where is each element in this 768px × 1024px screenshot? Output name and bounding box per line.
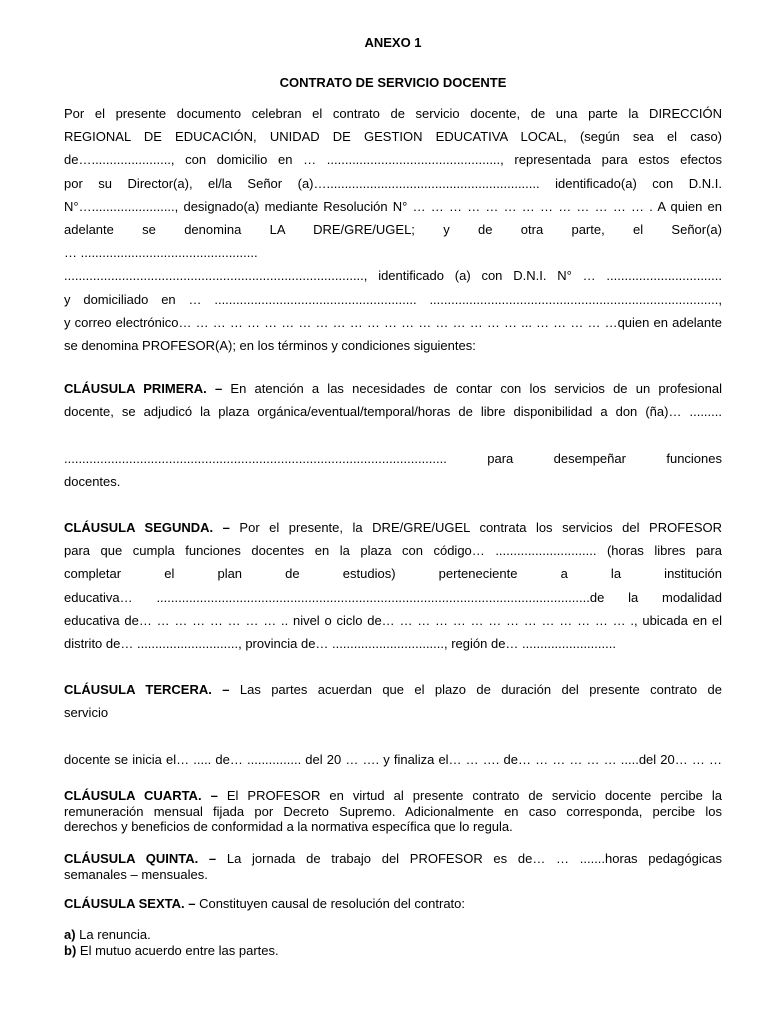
clause-segunda xyxy=(64,516,722,655)
clause-line: remuneración mensual fijada por Decreto Supremo. Adicionalmente en caso corresponda, percibe los xyxy=(64,803,722,819)
clause-heading: CLÁUSULA SEXTA. – xyxy=(64,896,196,911)
clause-sexta xyxy=(64,896,722,912)
clause-line: educativa… ........................................................................................................................de la modalidad xyxy=(64,589,722,605)
clause-text: En atención a las necesidades de contar con los servicios de un profesional xyxy=(222,381,722,396)
clause-heading: CLÁUSULA PRIMERA. – xyxy=(64,381,223,396)
clause-text: Las partes acuerdan que el plazo de duración del presente contrato de xyxy=(229,682,722,697)
clause-line: .......................................................................................................... para desempeñar funciones xyxy=(64,450,722,466)
clause-line: docente, se adjudicó la plaza orgánica/eventual/temporal/horas de libre disponibilidad a don (ña)… ......... xyxy=(64,404,722,420)
clause-quinta xyxy=(64,851,722,882)
clause-text: Constituyen causal de resolución del contrato: xyxy=(195,896,466,911)
list-item xyxy=(64,943,722,959)
intro-line: N°…......................., designado(a) mediante Resolución N° … … … … … … … … … … … … … . A quien en xyxy=(64,198,722,214)
intro-line: se denomina PROFESOR(A); en los términos y condiciones siguientes: xyxy=(64,338,476,354)
clause-line: educativa de… … … … … … … … .. nivel o ciclo de… … … … … … … … … … … … … … ., ubicada en el xyxy=(64,612,722,628)
list-item-letter: a) xyxy=(64,927,76,942)
clause-line: semanales – mensuales. xyxy=(64,866,208,882)
clause-line: para que cumpla funciones docentes en la plaza con código… ............................ (horas libres para xyxy=(64,543,722,559)
intro-paragraph xyxy=(64,102,722,357)
clause-heading: CLÁUSULA TERCERA. – xyxy=(64,682,230,697)
clause-heading: CLÁUSULA CUARTA. – xyxy=(64,788,218,803)
list-item-text: La renuncia. xyxy=(75,927,151,942)
clause-heading: CLÁUSULA QUINTA. – xyxy=(64,851,217,866)
clause-line: servicio xyxy=(64,705,109,721)
intro-line: Por el presente documento celebran el contrato de servicio docente, de una parte la DIRECCIÓN xyxy=(64,106,722,121)
contract-title: CONTRATO DE SERVICIO DOCENTE xyxy=(279,75,507,90)
clause-line: derechos y beneficios de conformidad a la normativa específica que lo regula. xyxy=(64,819,513,835)
list-item-letter: b) xyxy=(64,942,77,958)
clause-text: Por el presente, la DRE/GRE/UGEL contrata los servicios del PROFESOR xyxy=(229,520,722,535)
clause-primera xyxy=(64,377,722,493)
clause-text: El PROFESOR en virtud al presente contrato de servicio docente percibe la xyxy=(217,788,722,803)
clause-line: distrito de… ............................, provincia de… ..............................., región de… .......................... xyxy=(64,636,616,652)
clause-line: docentes. xyxy=(64,473,121,489)
clause-tercera xyxy=(64,678,722,771)
intro-line: REGIONAL DE EDUCACIÓN, UNIDAD DE GESTION EDUCATIVA LOCAL, (según sea el caso) xyxy=(64,129,722,145)
intro-line: ..................................................................................., identificado (a) con D.N.I. N° … ................................ xyxy=(64,268,722,284)
causes-list xyxy=(64,927,722,958)
clause-heading: CLÁUSULA SEGUNDA. – xyxy=(64,520,230,535)
intro-line: … ................................................. xyxy=(64,245,258,261)
intro-line: por su Director(a), el/la Señor (a)…........................................................... identificado(a) con D.N.I. xyxy=(64,175,722,191)
annex-title: ANEXO 1 xyxy=(364,35,422,50)
intro-line: y domiciliado en … ........................................................ ................................................................................, xyxy=(64,291,722,307)
clause-cuarta xyxy=(64,788,722,835)
clause-line: docente se inicia el… ..... de… ............... del 20 … …. y finaliza el… … …. de… … … … … … .....del 20… … … xyxy=(64,751,722,767)
clause-text: La jornada de trabajo del PROFESOR es de… … .......horas pedagógicas xyxy=(216,851,722,866)
intro-line: adelante se denomina LA DRE/GRE/UGEL; y de otra parte, el Señor(a) xyxy=(64,222,722,238)
clause-line xyxy=(64,423,722,446)
intro-line: de…......................, con domicilio en … ................................................, representada para estos efectos xyxy=(64,152,722,168)
list-item-text: El mutuo acuerdo entre las partes. xyxy=(76,942,279,958)
list-item xyxy=(64,927,722,943)
clause-line: completar el plan de estudios) perteneciente a la institución xyxy=(64,566,722,582)
clause-line xyxy=(64,724,722,747)
intro-line: y correo electrónico… … … … … … … … … … … … … … … … … … … … ... … … … … …quien en adelante xyxy=(64,314,722,330)
